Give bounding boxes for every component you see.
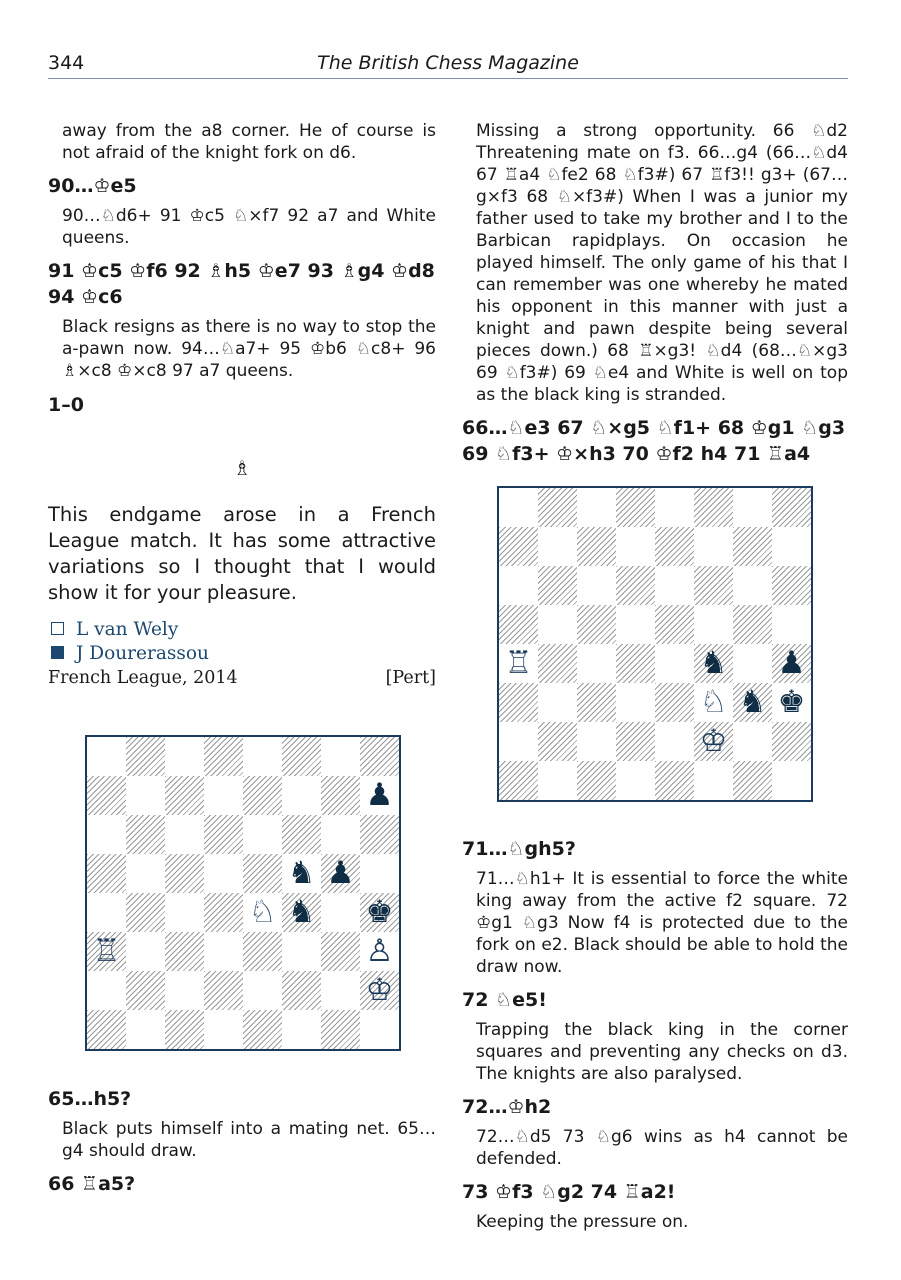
dark-square xyxy=(577,761,616,800)
dark-square xyxy=(499,527,538,566)
dark-square xyxy=(360,815,399,854)
white-player: L van Wely xyxy=(48,618,436,642)
light-square xyxy=(243,815,282,854)
light-square xyxy=(616,527,655,566)
right-column-lower xyxy=(462,836,848,1242)
chess-piece-h3: ♙ xyxy=(365,933,394,969)
annotation-text: Keeping the pressure on. xyxy=(476,1212,689,1232)
light-square xyxy=(360,1010,399,1049)
light-square xyxy=(165,815,204,854)
dark-square xyxy=(772,722,811,761)
white-square-icon xyxy=(51,622,64,635)
light-square xyxy=(126,932,165,971)
annotation-text: 72…♘d5 73 ♘g6 wins as h4 cannot be defended. xyxy=(476,1127,848,1169)
bishop-separator-icon: ♗ xyxy=(233,456,251,480)
chess-piece-f2: ♔ xyxy=(699,723,728,759)
chess-piece-h3: ♚ xyxy=(777,684,806,720)
chess-piece-f3: ♘ xyxy=(699,684,728,720)
dark-square xyxy=(126,815,165,854)
dark-square xyxy=(204,737,243,776)
dark-square xyxy=(577,605,616,644)
move-line: 73 ♔f3 ♘g2 74 ♖a2! xyxy=(462,1181,676,1203)
light-square xyxy=(538,761,577,800)
dark-square xyxy=(87,854,126,893)
dark-square xyxy=(694,566,733,605)
chess-piece-h4: ♚ xyxy=(365,894,394,930)
dark-square xyxy=(282,815,321,854)
light-square xyxy=(204,932,243,971)
dark-square xyxy=(538,488,577,527)
light-square xyxy=(87,737,126,776)
dark-square xyxy=(577,683,616,722)
dark-square xyxy=(204,815,243,854)
game-result: 1–0 xyxy=(48,394,84,416)
light-square xyxy=(694,761,733,800)
light-square xyxy=(733,566,772,605)
light-square xyxy=(243,737,282,776)
annotation-text: Black resigns as there is no way to stop the a-pawn now. 94…♘a7+ 95 ♔b6 ♘c8+ 96 ♗×c8 ♔×c8 97 a7 queens. xyxy=(62,317,436,381)
light-square xyxy=(165,893,204,932)
light-square xyxy=(321,737,360,776)
light-square xyxy=(282,932,321,971)
move-line: 65…h5? xyxy=(48,1088,132,1110)
light-square xyxy=(321,971,360,1010)
light-square xyxy=(538,527,577,566)
event-name: French League, 2014 xyxy=(48,668,238,688)
dark-square xyxy=(655,527,694,566)
dark-square xyxy=(282,971,321,1010)
light-square xyxy=(126,854,165,893)
dark-square xyxy=(772,566,811,605)
light-square xyxy=(655,566,694,605)
annotator: [Pert] xyxy=(385,668,436,688)
light-square xyxy=(360,854,399,893)
light-square xyxy=(772,761,811,800)
light-square xyxy=(538,683,577,722)
light-square xyxy=(499,566,538,605)
page-header xyxy=(48,50,848,79)
light-square xyxy=(499,722,538,761)
light-square xyxy=(87,893,126,932)
light-square xyxy=(733,722,772,761)
chess-piece-f4: ♞ xyxy=(699,645,728,681)
light-square xyxy=(577,722,616,761)
light-square xyxy=(772,605,811,644)
light-square xyxy=(577,488,616,527)
dark-square xyxy=(165,776,204,815)
annotation-text: Black puts himself into a mating net. 65…g4 should draw. xyxy=(62,1119,436,1161)
dark-square xyxy=(87,776,126,815)
light-square xyxy=(577,644,616,683)
chess-piece-a3: ♖ xyxy=(92,933,121,969)
dark-square xyxy=(165,932,204,971)
chess-piece-e4: ♘ xyxy=(248,894,277,930)
dark-square xyxy=(499,683,538,722)
intro-paragraph: This endgame arose in a French League match. It has some attractive variations so I thought that I would show it for your pleasure. xyxy=(48,503,436,604)
dark-square xyxy=(616,566,655,605)
dark-square xyxy=(616,488,655,527)
light-square xyxy=(204,1010,243,1049)
dark-square xyxy=(733,761,772,800)
light-square xyxy=(655,722,694,761)
dark-square xyxy=(499,761,538,800)
light-square xyxy=(772,527,811,566)
light-square xyxy=(126,1010,165,1049)
chess-piece-a4: ♖ xyxy=(504,645,533,681)
light-square xyxy=(694,605,733,644)
chess-piece-g3: ♞ xyxy=(738,684,767,720)
light-square xyxy=(126,776,165,815)
move-line: 66 ♖a5? xyxy=(48,1173,136,1195)
light-square xyxy=(694,527,733,566)
light-square xyxy=(243,971,282,1010)
black-player: J Dourerassou xyxy=(48,642,436,666)
dark-square xyxy=(126,737,165,776)
dark-square xyxy=(204,971,243,1010)
left-column xyxy=(48,120,436,690)
dark-square xyxy=(733,527,772,566)
right-column xyxy=(462,120,848,473)
light-square xyxy=(321,893,360,932)
dark-square xyxy=(126,971,165,1010)
light-square xyxy=(282,1010,321,1049)
light-square xyxy=(616,605,655,644)
dark-square xyxy=(243,776,282,815)
annotation-text: Missing a strong opportunity. 66 ♘d2 Threatening mate on f3. 66…g4 (66…♘d4 67 ♖a4 ♘fe2 68 ♘f3#) 67 ♖f3!! g3+ (67…g×f3 68 ♘×f3#) When I was a junior my father used to take my brother and I to the Barbican rapidplays. On occasion he played himself. The only game of his that I can remember was one whereby he mated his opponent in this manner with just a knight and pawn despite being several pieces down.) 68 ♖×g3! ♘d4 (68…♘×g3 69 ♘f3#) 69 ♘e4 and White is well on top as the black king is stranded. xyxy=(476,121,848,405)
chess-piece-h2: ♔ xyxy=(365,972,394,1008)
running-title: The British Chess Magazine xyxy=(317,52,579,74)
dark-square xyxy=(772,488,811,527)
annotation-text: Trapping the black king in the corner squares and preventing any checks on d3. The knights are also paralysed. xyxy=(476,1020,848,1084)
dark-square xyxy=(321,776,360,815)
light-square xyxy=(282,776,321,815)
light-square xyxy=(616,761,655,800)
light-square xyxy=(577,566,616,605)
dark-square xyxy=(733,605,772,644)
dark-square xyxy=(655,605,694,644)
move-line: 72…♔h2 xyxy=(462,1096,552,1118)
dark-square xyxy=(577,527,616,566)
chess-piece-f4: ♞ xyxy=(287,894,316,930)
dark-square xyxy=(282,737,321,776)
light-square xyxy=(538,605,577,644)
dark-square xyxy=(694,488,733,527)
chess-piece-g5: ♟ xyxy=(326,855,355,891)
black-square-icon xyxy=(51,646,64,659)
dark-square xyxy=(126,893,165,932)
light-square xyxy=(204,776,243,815)
chess-diagram-1 xyxy=(85,735,401,1051)
dark-square xyxy=(165,1010,204,1049)
dark-square xyxy=(616,722,655,761)
light-square xyxy=(655,644,694,683)
light-square xyxy=(733,644,772,683)
dark-square xyxy=(538,644,577,683)
annotation-text: 90…♘d6+ 91 ♔c5 ♘×f7 92 a7 and White queens. xyxy=(62,206,436,248)
dark-square xyxy=(538,722,577,761)
light-square xyxy=(733,488,772,527)
light-square xyxy=(165,971,204,1010)
dark-square xyxy=(321,1010,360,1049)
dark-square xyxy=(616,644,655,683)
dark-square xyxy=(499,605,538,644)
dark-square xyxy=(538,566,577,605)
light-square xyxy=(87,815,126,854)
light-square xyxy=(655,488,694,527)
dark-square xyxy=(87,1010,126,1049)
light-square xyxy=(321,815,360,854)
chess-piece-h7: ♟ xyxy=(365,777,394,813)
move-line: 66…♘e3 67 ♘×g5 ♘f1+ 68 ♔g1 ♘g3 69 ♘f3+ ♔×h3 70 ♔f2 h4 71 ♖a4 xyxy=(462,417,846,465)
annotation-text: away from the a8 corner. He of course is not afraid of the knight fork on d6. xyxy=(62,121,436,163)
dark-square xyxy=(655,683,694,722)
annotation-text: 71…♘h1+ It is essential to force the white king away from the active f2 square. 72 ♔g1 ♘g3 Now f4 is protected due to the fork on e2. Black should be able to hold the draw now. xyxy=(476,869,848,977)
light-square xyxy=(204,854,243,893)
dark-square xyxy=(655,761,694,800)
move-line: 91 ♔c5 ♔f6 92 ♗h5 ♔e7 93 ♗g4 ♔d8 94 ♔c6 xyxy=(48,260,435,308)
chess-diagram-2 xyxy=(497,486,813,802)
left-column-lower xyxy=(48,1086,436,1203)
dark-square xyxy=(165,854,204,893)
move-line: 90…♔e5 xyxy=(48,175,137,197)
light-square xyxy=(87,971,126,1010)
light-square xyxy=(616,683,655,722)
dark-square xyxy=(360,737,399,776)
dark-square xyxy=(243,854,282,893)
dark-square xyxy=(204,893,243,932)
event-line xyxy=(48,666,436,690)
chess-piece-f5: ♞ xyxy=(287,855,316,891)
move-line: 71…♘gh5? xyxy=(462,838,576,860)
move-line: 72 ♘e5! xyxy=(462,989,547,1011)
light-square xyxy=(165,737,204,776)
dark-square xyxy=(243,932,282,971)
page-number: 344 xyxy=(48,52,85,74)
dark-square xyxy=(243,1010,282,1049)
light-square xyxy=(499,488,538,527)
dark-square xyxy=(321,932,360,971)
chess-piece-h4: ♟ xyxy=(777,645,806,681)
